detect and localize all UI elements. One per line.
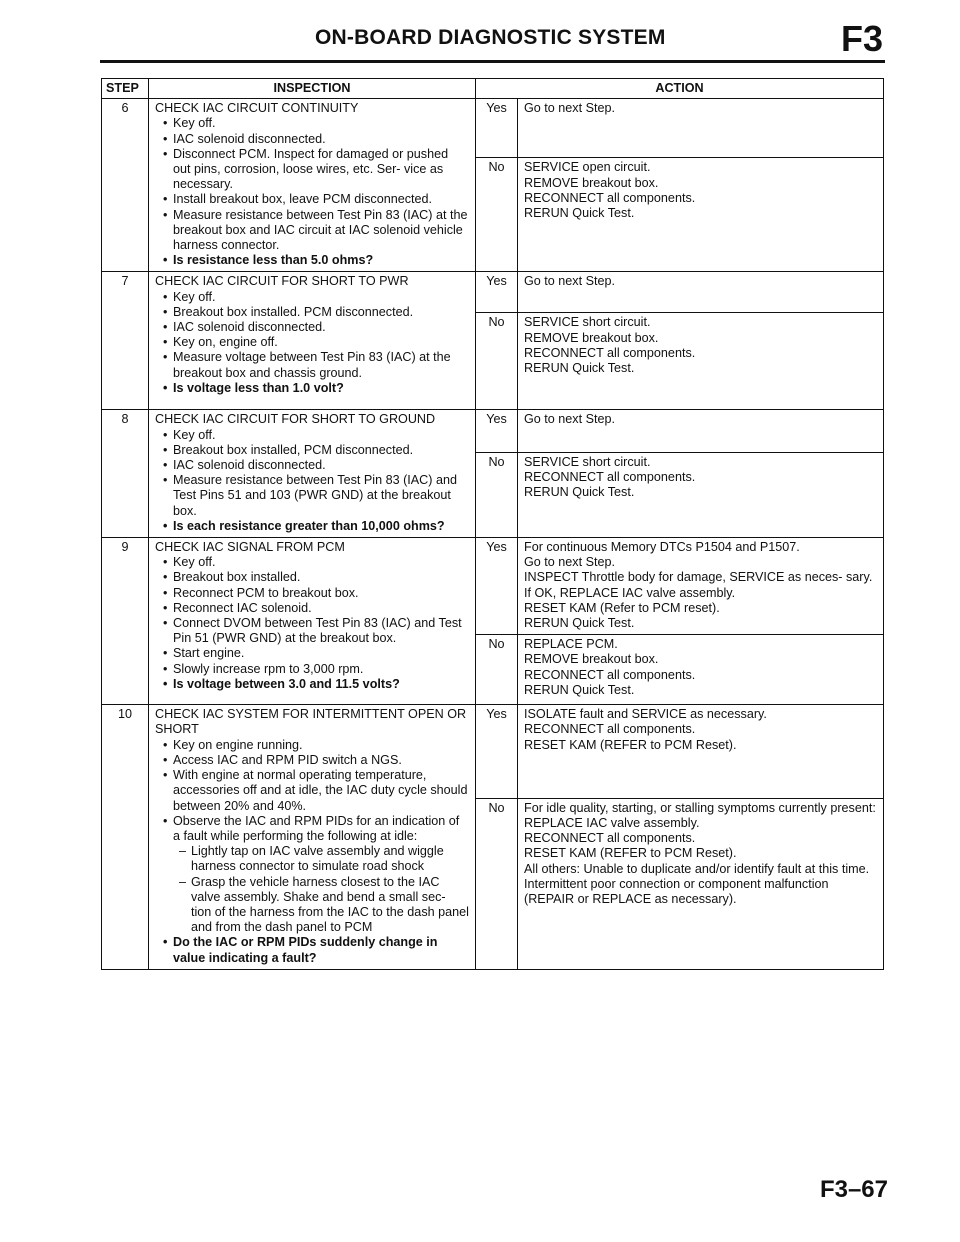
inspection-bullet: • Key off. [155,116,469,131]
table-row [102,99,884,158]
answer-yes: Yes [476,705,518,799]
step-number: 7 [102,272,149,410]
action-yes [518,705,884,799]
answer-no: No [476,635,518,705]
action-line: REMOVE breakout box. [524,175,659,190]
inspection-bullet: • Measure resistance between Test Pin 83 (IAC) at the breakout box and IAC circuit at IAC solenoid vehicle harness connector. [155,208,469,254]
table-row [102,705,884,799]
action-yes [518,410,884,452]
action-line: RERUN Quick Test. [524,361,635,376]
action-line: For idle quality, starting, or stalling symptoms currently present: [524,800,876,815]
section-code: F3 [840,18,883,59]
action-line: RECONNECT all components. [524,722,696,737]
inspection-title: CHECK IAC CIRCUIT FOR SHORT TO PWR [155,274,409,289]
inspection-cell [149,410,476,538]
step-number: 8 [102,410,149,538]
inspection-bullet: • With engine at normal operating temperature, accessories off and at idle, the IAC duty cycle should between 20% and 40%. [155,768,469,814]
step-number: 6 [102,99,149,272]
action-no [518,635,884,705]
action-line: RECONNECT all components. [524,190,696,205]
inspection-title: CHECK IAC SYSTEM FOR INTERMITTENT OPEN OR SHORT [155,707,467,737]
action-line: RERUN Quick Test. [524,682,635,697]
action-line: RECONNECT all components. [524,831,696,846]
inspection-bullet: • Key off. [155,555,469,570]
answer-no: No [476,798,518,969]
action-line: Intermittent poor connection or component malfunction (REPAIR or REPLACE as necessary). [524,876,829,906]
inspection-column-header: INSPECTION [149,79,476,99]
inspection-bullet: • IAC solenoid disconnected. [155,320,469,335]
inspection-subitem: – Grasp the vehicle harness closest to the IAC valve assembly. Shake and bend a small sec- tion of the harness from the IAC to the dash panel and from the dash panel to PCM [155,875,469,936]
table-row [102,538,884,635]
inspection-bullet: • IAC solenoid disconnected. [155,458,469,473]
page-header [100,18,885,58]
inspection-bullet: • Measure resistance between Test Pin 83 (IAC) and Test Pins 51 and 103 (PWR GND) at the breakout box. [155,473,469,519]
action-column-header: ACTION [476,79,884,99]
table-row [102,410,884,452]
action-line: RERUN Quick Test. [524,205,635,220]
action-no [518,798,884,969]
inspection-bullet: • Reconnect IAC solenoid. [155,601,469,616]
inspection-bullet: • Access IAC and RPM PID switch a NGS. [155,753,469,768]
diagnostic-table [101,78,884,970]
action-no [518,313,884,410]
action-no [518,158,884,272]
inspection-bullet: • Slowly increase rpm to 3,000 rpm. [155,662,469,677]
inspection-bullet: • Breakout box installed, PCM disconnected. [155,443,469,458]
action-line: Go to next Step. [524,274,616,289]
answer-no: No [476,158,518,272]
action-yes [518,538,884,635]
answer-yes: Yes [476,410,518,452]
answer-no: No [476,313,518,410]
action-line: REPLACE PCM. [524,637,618,652]
action-line: RESET KAM (Refer to PCM reset). [524,600,720,615]
inspection-question: • Is resistance less than 5.0 ohms? [155,253,469,268]
inspection-bullet: • Measure voltage between Test Pin 83 (IAC) at the breakout box and chassis ground. [155,350,469,380]
action-line: RECONNECT all components. [524,345,696,360]
action-line: RESET KAM (REFER to PCM Reset). [524,846,737,861]
step-number: 9 [102,538,149,705]
action-line: ISOLATE fault and SERVICE as necessary. [524,707,767,722]
inspection-question: • Do the IAC or RPM PIDs suddenly change in value indicating a fault? [155,935,469,965]
inspection-cell [149,705,476,969]
inspection-bullet: • Install breakout box, leave PCM disconnected. [155,192,469,207]
action-line: For continuous Memory DTCs P1504 and P1507. [524,540,800,555]
action-line: All others: Unable to duplicate and/or identify fault at this time. [524,861,870,876]
action-line: RECONNECT all components. [524,667,696,682]
inspection-bullet: • Breakout box installed. [155,570,469,585]
action-no [518,452,884,537]
inspection-bullet: • Reconnect PCM to breakout box. [155,586,469,601]
inspection-bullet: • Breakout box installed. PCM disconnected. [155,305,469,320]
inspection-question: • Is each resistance greater than 10,000 ohms? [155,519,469,534]
answer-yes: Yes [476,538,518,635]
action-line: RERUN Quick Test. [524,485,635,500]
action-line: Go to next Step. [524,101,616,116]
table-header-row [102,79,884,99]
action-line: SERVICE short circuit. [524,454,651,469]
action-line: SERVICE open circuit. [524,160,651,175]
action-line: REPLACE IAC valve assembly. [524,815,700,830]
action-line: RESET KAM (REFER to PCM Reset). [524,737,737,752]
header-rule [100,60,885,63]
answer-yes: Yes [476,99,518,158]
inspection-title: CHECK IAC SIGNAL FROM PCM [155,540,345,555]
inspection-bullet: • Key on, engine off. [155,335,469,350]
step-number: 10 [102,705,149,969]
inspection-bullet: • Key off. [155,428,469,443]
page-title: ON-BOARD DIAGNOSTIC SYSTEM [315,26,666,49]
action-line: REMOVE breakout box. [524,652,659,667]
inspection-title: CHECK IAC CIRCUIT CONTINUITY [155,101,359,116]
inspection-bullet: • Disconnect PCM. Inspect for damaged or pushed out pins, corrosion, loose wires, etc. Ser- vice as necessary. [155,147,469,193]
action-yes [518,272,884,313]
action-line: INSPECT Throttle body for damage, SERVICE as neces- sary. If OK, REPLACE IAC valve assembly. [524,570,873,600]
action-line: SERVICE short circuit. [524,315,651,330]
page-number: F3–67 [819,1176,888,1203]
inspection-question: • Is voltage less than 1.0 volt? [155,381,469,396]
answer-yes: Yes [476,272,518,313]
inspection-cell [149,538,476,705]
inspection-cell [149,99,476,272]
inspection-cell [149,272,476,410]
answer-no: No [476,452,518,537]
table-row [102,272,884,313]
table-body [102,99,884,970]
action-line: RECONNECT all components. [524,469,696,484]
action-line: Go to next Step. [524,555,616,570]
inspection-bullet: • Connect DVOM between Test Pin 83 (IAC) and Test Pin 51 (PWR GND) at the breakout box. [155,616,469,646]
inspection-title: CHECK IAC CIRCUIT FOR SHORT TO GROUND [155,412,436,427]
action-line: REMOVE breakout box. [524,330,659,345]
inspection-bullet: • Start engine. [155,646,469,661]
action-line: RERUN Quick Test. [524,616,635,631]
action-yes [518,99,884,158]
step-column-header: STEP [102,79,149,99]
inspection-bullet: • IAC solenoid disconnected. [155,132,469,147]
inspection-bullet: • Observe the IAC and RPM PIDs for an indication of a fault while performing the following at idle: [155,814,469,844]
inspection-bullet: • Key on engine running. [155,738,469,753]
inspection-bullet: • Key off. [155,290,469,305]
action-line: Go to next Step. [524,412,616,427]
inspection-subitem: – Lightly tap on IAC valve assembly and wiggle harness connector to simulate road shock [155,844,469,874]
inspection-question: • Is voltage between 3.0 and 11.5 volts? [155,677,469,692]
